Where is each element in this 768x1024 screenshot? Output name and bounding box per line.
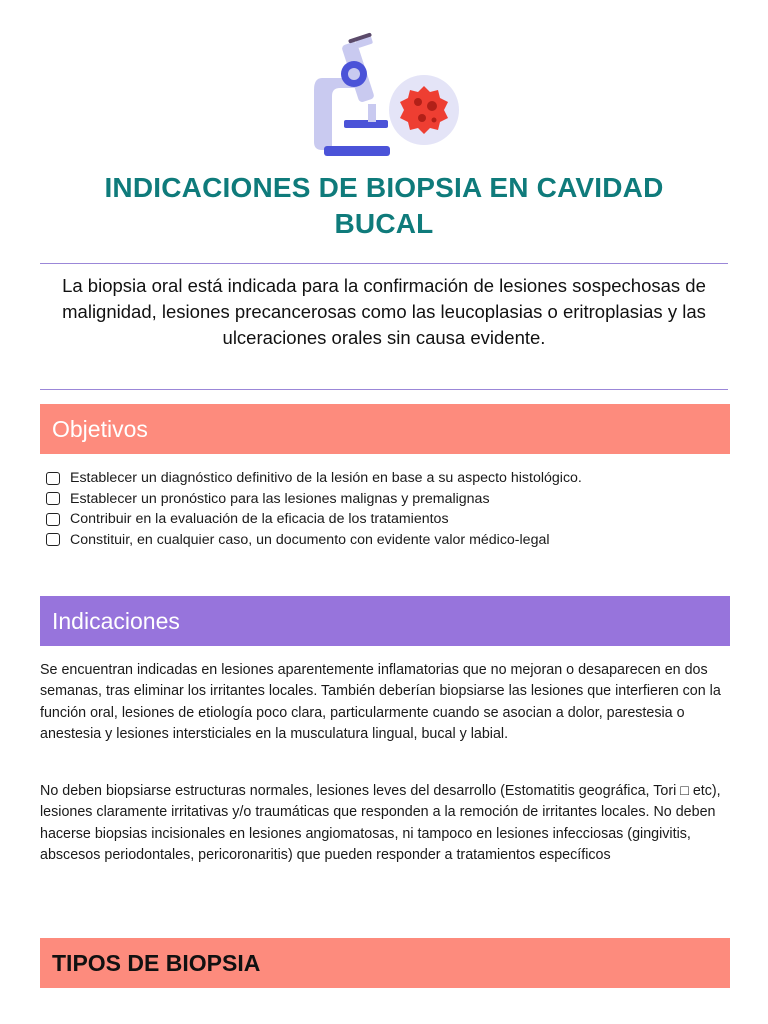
indicaciones-paragraph-1: Se encuentran indicadas en lesiones aparentemente inflamatorias que no mejoran o desaparecen en dos semanas, tras eliminar los irritantes locales. También deberían biopsiarse las lesiones que interfieren con la función oral, lesiones de etiología poco clara, particularmente cuando se asocian a dolor, parestesia o anestesia y lesiones intersticiales en la musculatura lingual, bucal y labial. [40,662,721,742]
checkbox-icon [46,492,60,505]
list-item-label: Constituir, en cualquier caso, un documento con evidente valor médico-legal [70,531,550,548]
intro-text: La biopsia oral está indicada para la confirmación de lesiones sospechosas de malignidad, lesiones precancerosas como las leucoplasias o eritroplasias y las ulceraciones orales sin causa evidente. [62,275,706,348]
indicaciones-paragraph-2: No deben biopsiarse estructuras normales, lesiones leves del desarrollo (Estomatitis geográfica, Tori □ etc), lesiones claramente irritativas y/o traumáticas que responden a la remoción de irritantes locales. No deben hacerse biopsias incisionales en lesiones angiomatosas, ni tampoco en lesiones infecciosas (gingivitis, abscesos periodontales, pericoronaritis) que pueden responder a tratamientos específicos [40,783,721,863]
tipos-heading [40,938,730,988]
objetivos-heading-label: Objetivos [52,415,148,442]
list-item [46,468,726,489]
checkbox-icon [46,513,60,526]
microscope-icon [300,30,470,160]
page-title-line1: INDICACIONES DE BIOPSIA EN CAVIDAD [104,172,664,203]
list-item [46,489,726,510]
list-item [46,509,726,530]
list-item-label: Establecer un pronóstico para las lesiones malignas y premalignas [70,490,490,507]
page-title [40,170,728,242]
list-item-label: Contribuir en la evaluación de la eficacia de los tratamientos [70,511,449,528]
list-item-label: Establecer un diagnóstico definitivo de la lesión en base a su aspecto histológico. [70,470,582,487]
divider-bottom [40,389,728,390]
microscope-illustration [300,30,470,160]
page-title-line2: BUCAL [334,208,434,239]
divider-top [40,263,728,264]
objetivos-heading [40,404,730,454]
checkbox-icon [46,533,60,546]
list-item [46,530,726,551]
indicaciones-heading-label: Indicaciones [52,607,180,634]
objetivos-list [46,468,726,550]
tipos-heading-label: TIPOS DE BIOPSIA [52,949,261,976]
indicaciones-heading [40,596,730,646]
checkbox-icon [46,472,60,485]
